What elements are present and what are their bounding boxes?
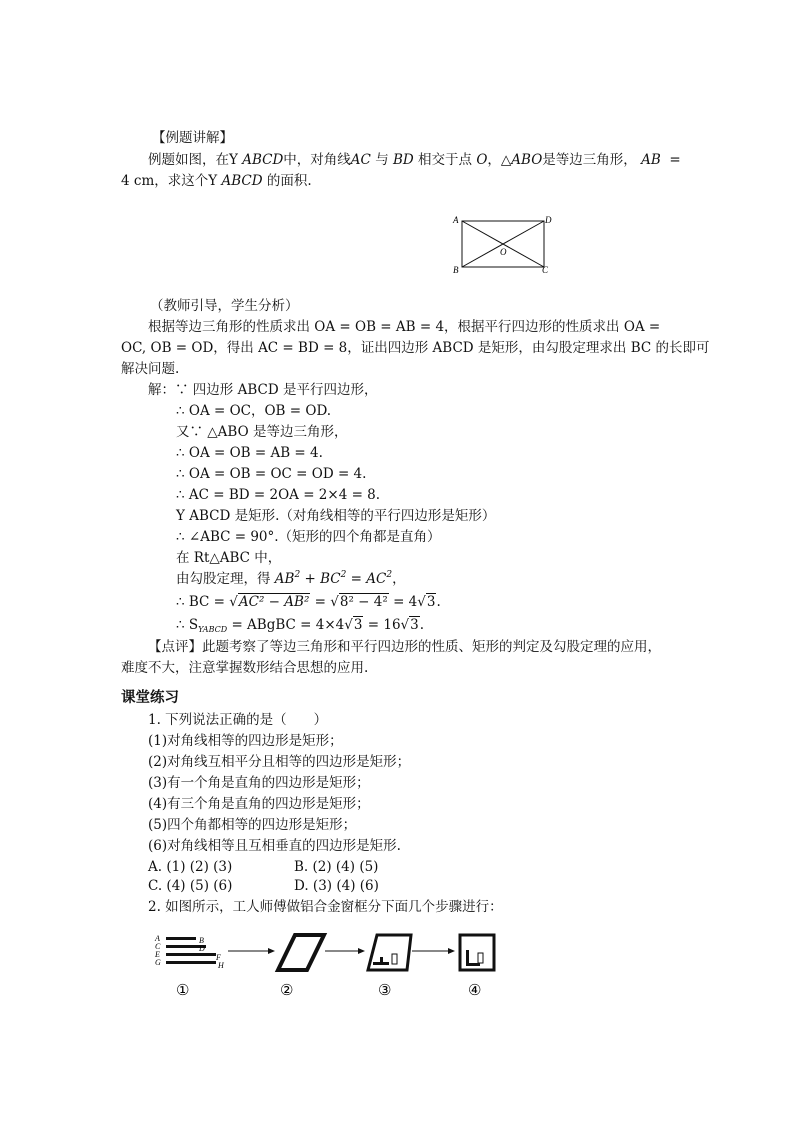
arrow-3: [412, 948, 455, 954]
bar-label-d: D: [199, 944, 205, 953]
analysis-line2: OC, OB = OD，得出 AC = BD = 8，证出四边形 ABCD 是矩形，由勾股定理求出 BC 的长即可: [121, 340, 710, 356]
bar-label-g: G: [155, 958, 161, 967]
solution-step-7: Y ABCD 是矩形.（对角线相等的平行四边形是矩形）: [176, 508, 496, 524]
problem-text-1: 例题如图，在: [148, 152, 229, 168]
bar-label-b: B: [199, 936, 204, 945]
bar-label-e: E: [155, 950, 160, 959]
practice-heading: 课堂练习: [121, 690, 179, 706]
practice-question-2: 2. 如图所示，工人师傅做铝合金窗框分下面几个步骤进行：: [148, 899, 503, 915]
option-a: A. (1) (2) (3): [148, 859, 233, 875]
area-radical-3b: 3: [410, 617, 419, 633]
comment-line2: 难度不大，注意掌握数形结合思想的应用.: [121, 660, 369, 676]
center-label-o: O: [500, 247, 507, 257]
step-label-3: ③: [378, 983, 392, 999]
problem-text-intersect: 相交于点: [418, 152, 473, 168]
analysis-heading: （教师引导，学生分析）: [150, 298, 299, 314]
radical-8-4: 8² − 4²: [339, 594, 388, 610]
example-heading: 【例题讲解】: [152, 130, 233, 146]
solution-step-1: 解：∵ 四边形 ABCD 是平行四边形，: [148, 382, 378, 398]
problem-text-line2-post: 的面积.: [266, 173, 312, 189]
practice-question-1: 1. 下列说法正确的是（ ）: [148, 712, 328, 728]
problem-text-and: 与: [375, 152, 389, 168]
area-radical-3: 3: [353, 617, 363, 633]
pythagoras-intro: 由勾股定理，得: [176, 571, 271, 587]
option-c: C. (4) (5) (6): [148, 878, 233, 894]
step3-frame: [368, 935, 411, 970]
vertex-label-a: A: [453, 215, 459, 225]
step2-parallelogram: [278, 935, 324, 970]
solution-step-9: 在 Rt△ABC 中，: [176, 550, 282, 566]
bc-mid-equals: =: [314, 594, 326, 610]
option-d: D. (3) (4) (6): [294, 878, 379, 894]
vertex-label-d: D: [545, 215, 552, 225]
statement-1: (1)对角线相等的四边形是矩形；: [148, 733, 343, 749]
rectangle-figure: [448, 210, 558, 276]
arrow-1: [228, 948, 275, 954]
example-problem-line2: [121, 171, 312, 191]
bar-label-h: H: [218, 961, 224, 970]
statement-4: (4)有三个角是直角的四边形是矩形；: [148, 796, 370, 812]
step1-bars: [154, 934, 225, 970]
analysis-line1: 根据等边三角形的性质求出 OA = OB = AB = 4，根据平行四边形的性质求出 OA =: [148, 319, 661, 335]
solution-step-6: ∴ AC = BD = 2OA = 2×4 = 8.: [176, 487, 381, 503]
label-triangle-abo: △ABO: [500, 152, 543, 168]
comment-line1: 【点评】此题考察了等边三角形和平行四边形的性质、矩形的判定及勾股定理的应用，: [148, 639, 661, 655]
solution-step-12: ∴ $S_{YABCD}$ = ABgBC = 4×4√3 = 16√3.: [176, 617, 425, 634]
label-bd: BD: [392, 152, 414, 168]
bc-result-pre: = 4: [393, 594, 418, 610]
area-symbol: ∴ S: [176, 617, 199, 633]
bc-equals: ∴ BC =: [176, 594, 225, 610]
solution-step-2: ∴ OA = OC，OB = OD.: [176, 403, 332, 419]
radical-3: 3: [426, 594, 436, 610]
vertex-label-b: B: [453, 265, 459, 275]
parallelogram-symbol: Y: [229, 152, 238, 168]
label-ab: AB: [641, 152, 661, 168]
statement-2: (2)对角线互相平分且相等的四边形是矩形；: [148, 754, 411, 770]
problem-text-equilateral: 是等边三角形，: [542, 152, 637, 168]
parallelogram-symbol-2: Y: [208, 173, 218, 189]
area-result-pre: = 16: [367, 617, 401, 633]
window-frame-figure: [148, 928, 518, 1000]
solution-step-5: ∴ OA = OB = OC = OD = 4.: [176, 466, 367, 482]
radical-ac-ab: AC² − AB²: [238, 594, 310, 610]
statement-3: (3)有一个角是直角的四边形是矩形；: [148, 775, 370, 791]
bar-gh: [166, 961, 216, 964]
step-label-1: ①: [176, 983, 190, 999]
step4-frame: [460, 935, 494, 970]
solution-step-3: 又∵ △ABO 是等边三角形，: [176, 424, 348, 440]
bar-label-f: F: [216, 953, 221, 962]
solution-step-10: 由勾股定理，得 $AB^2 + BC^2 = AC^2$，: [176, 570, 406, 587]
problem-text-line2-pre: 4 cm，求这个: [121, 173, 209, 189]
label-abcd: ABCD: [242, 152, 284, 168]
vertex-label-c: C: [542, 265, 549, 275]
problem-comma: ，: [487, 152, 501, 168]
bar-ab: [166, 937, 196, 940]
area-formula: = ABgBC = 4×4: [231, 617, 345, 633]
solution-step-4: ∴ OA = OB = AB = 4.: [176, 445, 323, 461]
problem-equals: =: [669, 152, 681, 168]
arrow-2: [325, 948, 365, 954]
area-subscript: YABCD: [198, 625, 228, 634]
label-abcd-2: ABCD: [221, 173, 263, 189]
problem-text-2: 中，对角线: [283, 152, 351, 168]
label-o: O: [476, 152, 488, 168]
pythagoras-equation: $AB^2 + BC^2 = AC^2$: [274, 570, 393, 587]
statement-6: (6)对角线相等且互相垂直的四边形是矩形.: [148, 838, 401, 854]
statement-5: (5)四个角都相等的四边形是矩形；: [148, 817, 357, 833]
step-label-4: ④: [468, 983, 482, 999]
bar-ef: [166, 953, 216, 956]
step-label-2: ②: [280, 983, 294, 999]
solution-step-8: ∴ ∠ABC = 90°.（矩形的四个角都是直角）: [176, 529, 441, 545]
label-ac: AC: [350, 152, 371, 168]
example-problem-line1: [148, 150, 681, 170]
solution-step-11: ∴ BC = √AC² − AB² = √8² − 4² = 4√3.: [176, 594, 441, 610]
bar-label-c: C: [155, 942, 161, 951]
bar-label-a: A: [155, 934, 160, 943]
option-b: B. (2) (4) (5): [294, 859, 379, 875]
analysis-line3: 解决问题.: [121, 361, 180, 377]
